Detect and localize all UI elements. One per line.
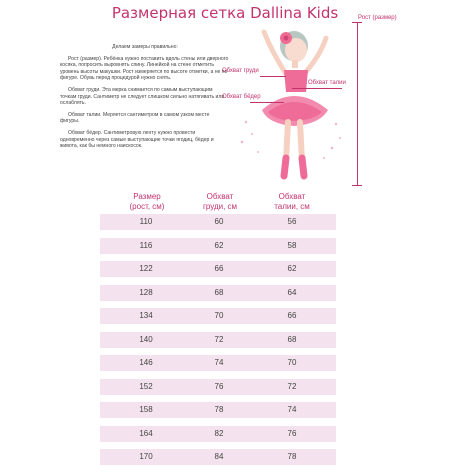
measurement-instructions [60, 44, 230, 155]
table-row: 146 74 70 [100, 355, 336, 371]
waist-marker-line [292, 88, 342, 89]
page-title: Размерная сетка Dallina Kids [111, 4, 339, 22]
chest-column-header: Обхват груди, см [202, 192, 238, 211]
table-row: 134 70 66 [100, 308, 336, 324]
size-column-header: Размер (рост, см) [129, 192, 165, 211]
chest-marker-line [260, 76, 286, 77]
table-row: 170 84 78 [100, 449, 336, 465]
table-row: 152 76 72 [100, 379, 336, 395]
size-chart-table [100, 214, 336, 473]
table-row: 158 78 74 [100, 402, 336, 418]
table-row: 116 62 58 [100, 238, 336, 254]
table-row: 140 72 68 [100, 332, 336, 348]
instruction-waist: Обхват талии. Меряется сантиметром в самом узком месте фигуры. [60, 111, 210, 125]
sparkles [241, 121, 341, 159]
height-top-tick [352, 22, 362, 23]
chest-label: Обхват груди [222, 68, 259, 74]
instruction-hips: Обхват бёдер. Сантиметровую ленту нужно провести одновременно через самые выступающие точки ягодиц, бёдер и живота, как бы немного наискосок. [60, 129, 214, 150]
hips-label: Обхват бёдер [222, 94, 261, 100]
table-row: 122 66 62 [100, 261, 336, 277]
waist-column-header: Обхват талии, см [274, 192, 310, 211]
height-label: Рост (размер) [358, 15, 397, 21]
hips-marker-line [250, 102, 284, 103]
table-row: 128 68 64 [100, 285, 336, 301]
instruction-chest: Обхват груди. Эта мерка снимается по самым выступающим точкам груди. Сантиметр не следует слишком сильно натягивать или ослаблять. [60, 86, 225, 107]
instructions-lead: Делаем замеры правильно: [112, 44, 178, 50]
height-bottom-tick [352, 185, 362, 186]
waist-label: Обхват талии [308, 80, 346, 86]
table-row: 164 82 76 [100, 426, 336, 442]
instruction-height: Рост (размер). Ребёнка нужно поставить вдоль стены или дверного косяка, попросить выровнять спину. Линейкой на стене отметить уровень высоты макушки. Рост измеряется по высоте отметки, а не по фигуре. Обувь перед процедурой нужно снять. [60, 55, 229, 82]
height-marker-line [357, 22, 358, 185]
table-row: 110 60 56 [100, 214, 336, 230]
